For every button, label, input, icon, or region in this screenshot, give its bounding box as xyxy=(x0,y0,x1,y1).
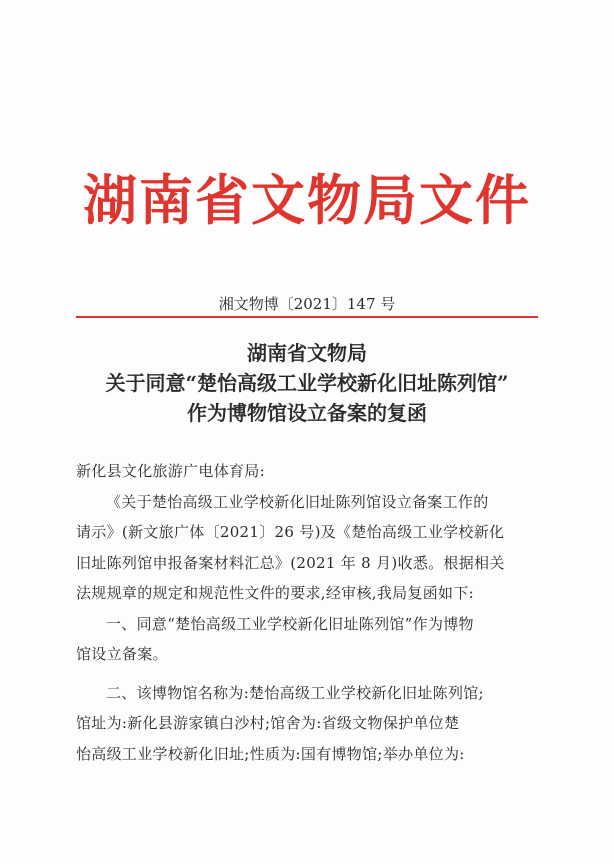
paragraph-gap xyxy=(76,670,542,678)
paragraph-3-line: 怡高级工业学校新化旧址;性质为:国有博物馆;举办单位为: xyxy=(76,744,465,763)
document-number: 湘文物博〔2021〕147 号 xyxy=(218,295,396,313)
title-line-subject-cont: 作为博物馆设立备案的复函 xyxy=(187,401,427,425)
title-line-issuer: 湖南省文物局 xyxy=(247,341,367,365)
paragraph-2-line: 一、同意“楚怡高级工业学校新化旧址陈列馆”作为博物 xyxy=(106,614,474,633)
document-header-title: 湖南省文物局文件 xyxy=(83,168,531,232)
paragraph-1-line: 旧址陈列馆申报备案材料汇总》(2021 年 8 月)收悉。根据相关 xyxy=(76,553,505,572)
document-body xyxy=(76,456,542,769)
document-title xyxy=(0,338,614,428)
paragraph-2-line: 馆设立备案。 xyxy=(76,645,168,663)
red-divider-line xyxy=(76,316,538,318)
paragraph-1-line: 《关于楚怡高级工业学校新化旧址陈列馆设立备案工作的 xyxy=(106,492,489,511)
paragraph-3-line: 二、该博物馆名称为:楚怡高级工业学校新化旧址陈列馆; xyxy=(106,683,484,702)
paragraph-1-line: 请示》(新文旅广体〔2021〕26 号)及《楚怡高级工业学校新化 xyxy=(76,523,505,541)
title-line-subject: 关于同意“楚怡高级工业学校新化旧址陈列馆” xyxy=(105,371,509,395)
paragraph-1-line: 法规规章的规定和规范性文件的要求,经审核,我局复函如下: xyxy=(76,584,474,602)
addressee: 新化县文化旅游广电体育局: xyxy=(76,462,265,480)
paragraph-3-line: 馆址为:新化县游家镇白沙村;馆舍为:省级文物保护单位楚 xyxy=(76,714,460,732)
